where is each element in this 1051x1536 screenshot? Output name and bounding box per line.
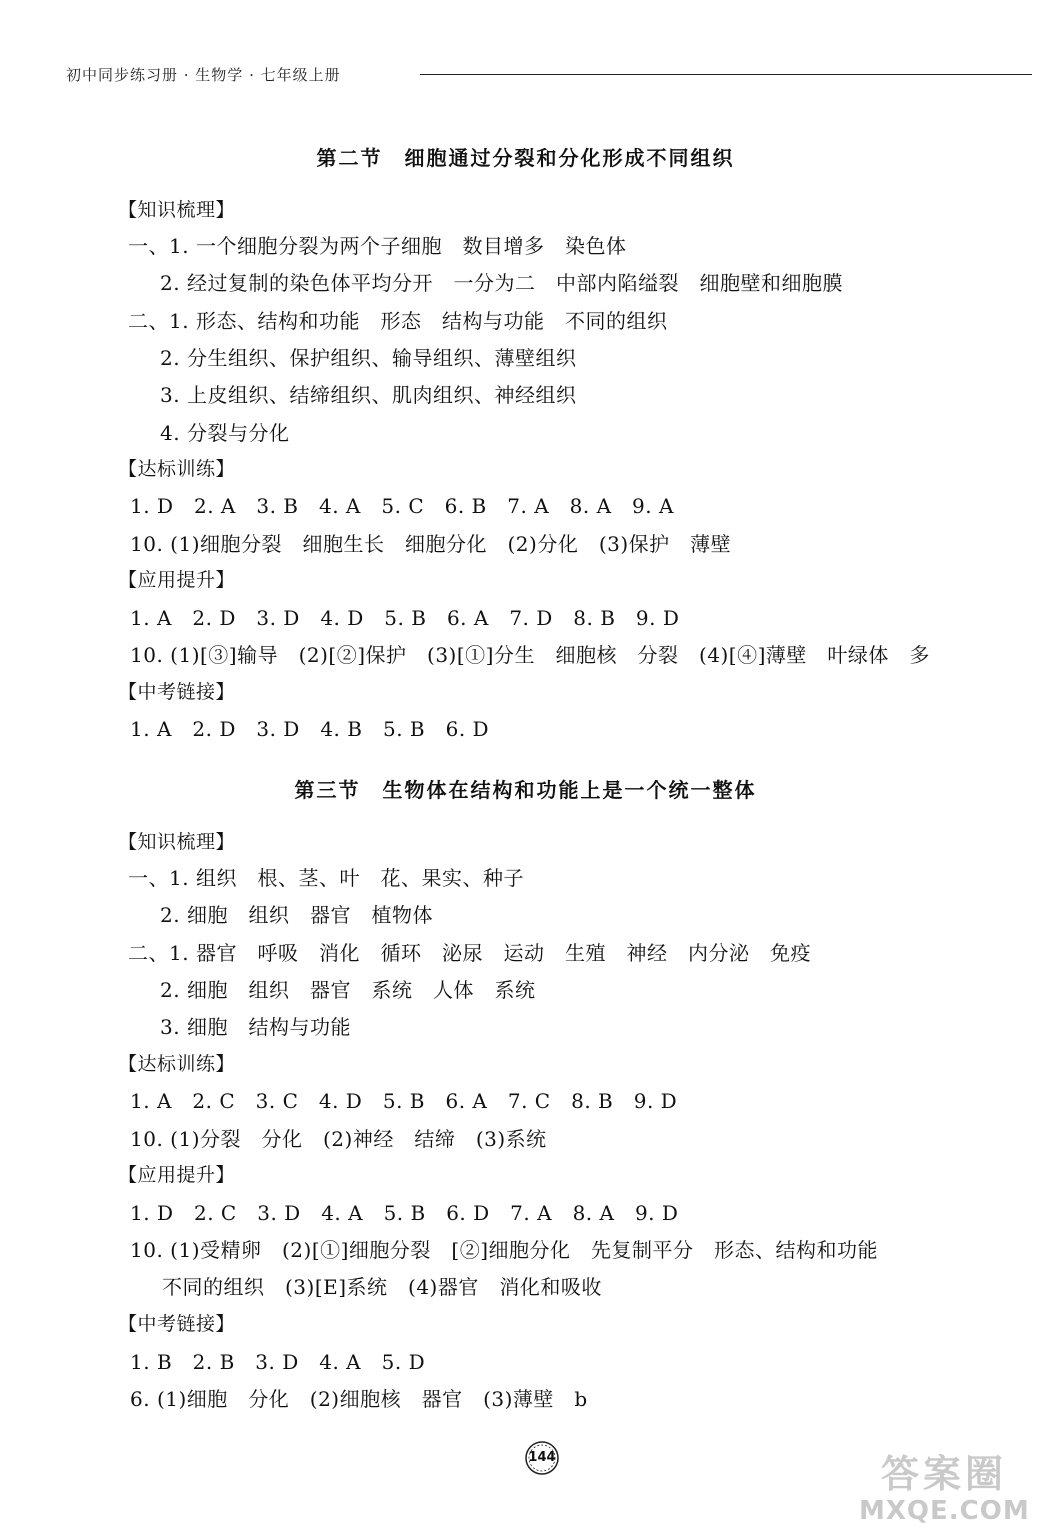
header-rule bbox=[420, 74, 1032, 75]
watermark-text-cn: 答案圈 bbox=[880, 1452, 1007, 1496]
section-2-heading-application: 【应用提升】 bbox=[118, 569, 236, 591]
section-2-answers: 10. (1)[③]输导 (2)[②]保护 (3)[①]分生 细胞核 分裂 (4)[④]薄壁 叶绿体 多 bbox=[130, 643, 930, 667]
section-2-heading-exam: 【中考链接】 bbox=[118, 681, 236, 703]
page-number-text: 144 bbox=[528, 1450, 556, 1465]
running-header: 初中同步练习册 · 生物学 · 七年级上册 bbox=[66, 66, 341, 84]
section-3-heading-exam: 【中考链接】 bbox=[118, 1313, 236, 1335]
section-2-heading-knowledge: 【知识梳理】 bbox=[118, 199, 236, 221]
section-2-answers: 10. (1)细胞分裂 细胞生长 细胞分化 (2)分化 (3)保护 薄壁 bbox=[130, 532, 732, 556]
section-3-title: 第三节 生物体在结构和功能上是一个统一整体 bbox=[294, 778, 757, 802]
section-3-answers: 10. (1)分裂 分化 (2)神经 结缔 (3)系统 bbox=[130, 1127, 547, 1151]
section-2-line: 2. 经过复制的染色体平均分开 一分为二 中部内陷缢裂 细胞壁和细胞膜 bbox=[160, 271, 843, 295]
section-2-answers: 1. A 2. D 3. D 4. D 5. B 6. A 7. D 8. B 9. D bbox=[130, 606, 680, 630]
section-2-answers: 1. A 2. D 3. D 4. B 5. B 6. D bbox=[130, 717, 490, 741]
section-2-answers: 1. D 2. A 3. B 4. A 5. C 6. B 7. A 8. A 9. A bbox=[130, 494, 674, 518]
page-number bbox=[524, 1440, 560, 1476]
section-2-heading-practice: 【达标训练】 bbox=[118, 458, 236, 480]
section-3-answers: 10. (1)受精卵 (2)[①]细胞分裂 [②]细胞分化 先复制平分 形态、结构和功能 bbox=[130, 1238, 879, 1262]
section-2-line: 4. 分裂与分化 bbox=[160, 421, 290, 445]
section-3-answers: 6. (1)细胞 分化 (2)细胞核 器官 (3)薄壁 b bbox=[130, 1387, 588, 1411]
section-3-heading-practice: 【达标训练】 bbox=[118, 1053, 236, 1075]
section-3-answers: 1. B 2. B 3. D 4. A 5. D bbox=[130, 1350, 426, 1374]
section-3-answers: 不同的组织 (3)[E]系统 (4)器官 消化和吸收 bbox=[162, 1275, 602, 1299]
section-3-heading-application: 【应用提升】 bbox=[118, 1164, 236, 1186]
section-3-answers: 1. D 2. C 3. D 4. A 5. B 6. D 7. A 8. A 9. D bbox=[130, 1201, 679, 1225]
section-3-heading-knowledge: 【知识梳理】 bbox=[118, 831, 236, 853]
section-3-line: 2. 细胞 组织 器官 植物体 bbox=[160, 903, 433, 927]
section-3-line: 一、1. 组织 根、茎、叶 花、果实、种子 bbox=[128, 866, 524, 890]
section-3-line: 二、1. 器官 呼吸 消化 循环 泌尿 运动 生殖 神经 内分泌 免疫 bbox=[128, 941, 811, 965]
section-3-answers: 1. A 2. C 3. C 4. D 5. B 6. A 7. C 8. B 9. D bbox=[130, 1089, 678, 1113]
section-3-line: 2. 细胞 组织 器官 系统 人体 系统 bbox=[160, 978, 536, 1002]
section-2-line: 2. 分生组织、保护组织、输导组织、薄壁组织 bbox=[160, 346, 577, 370]
section-2-line: 二、1. 形态、结构和功能 形态 结构与功能 不同的组织 bbox=[128, 309, 668, 333]
section-2-title: 第二节 细胞通过分裂和分化形成不同组织 bbox=[316, 146, 735, 170]
section-3-line: 3. 细胞 结构与功能 bbox=[160, 1015, 351, 1039]
section-2-line: 一、1. 一个细胞分裂为两个子细胞 数目增多 染色体 bbox=[128, 234, 627, 258]
section-2-line: 3. 上皮组织、结缔组织、肌肉组织、神经组织 bbox=[160, 383, 577, 407]
watermark-text-en: MXQE.COM bbox=[859, 1496, 1030, 1526]
watermark-logo bbox=[859, 1452, 1029, 1532]
